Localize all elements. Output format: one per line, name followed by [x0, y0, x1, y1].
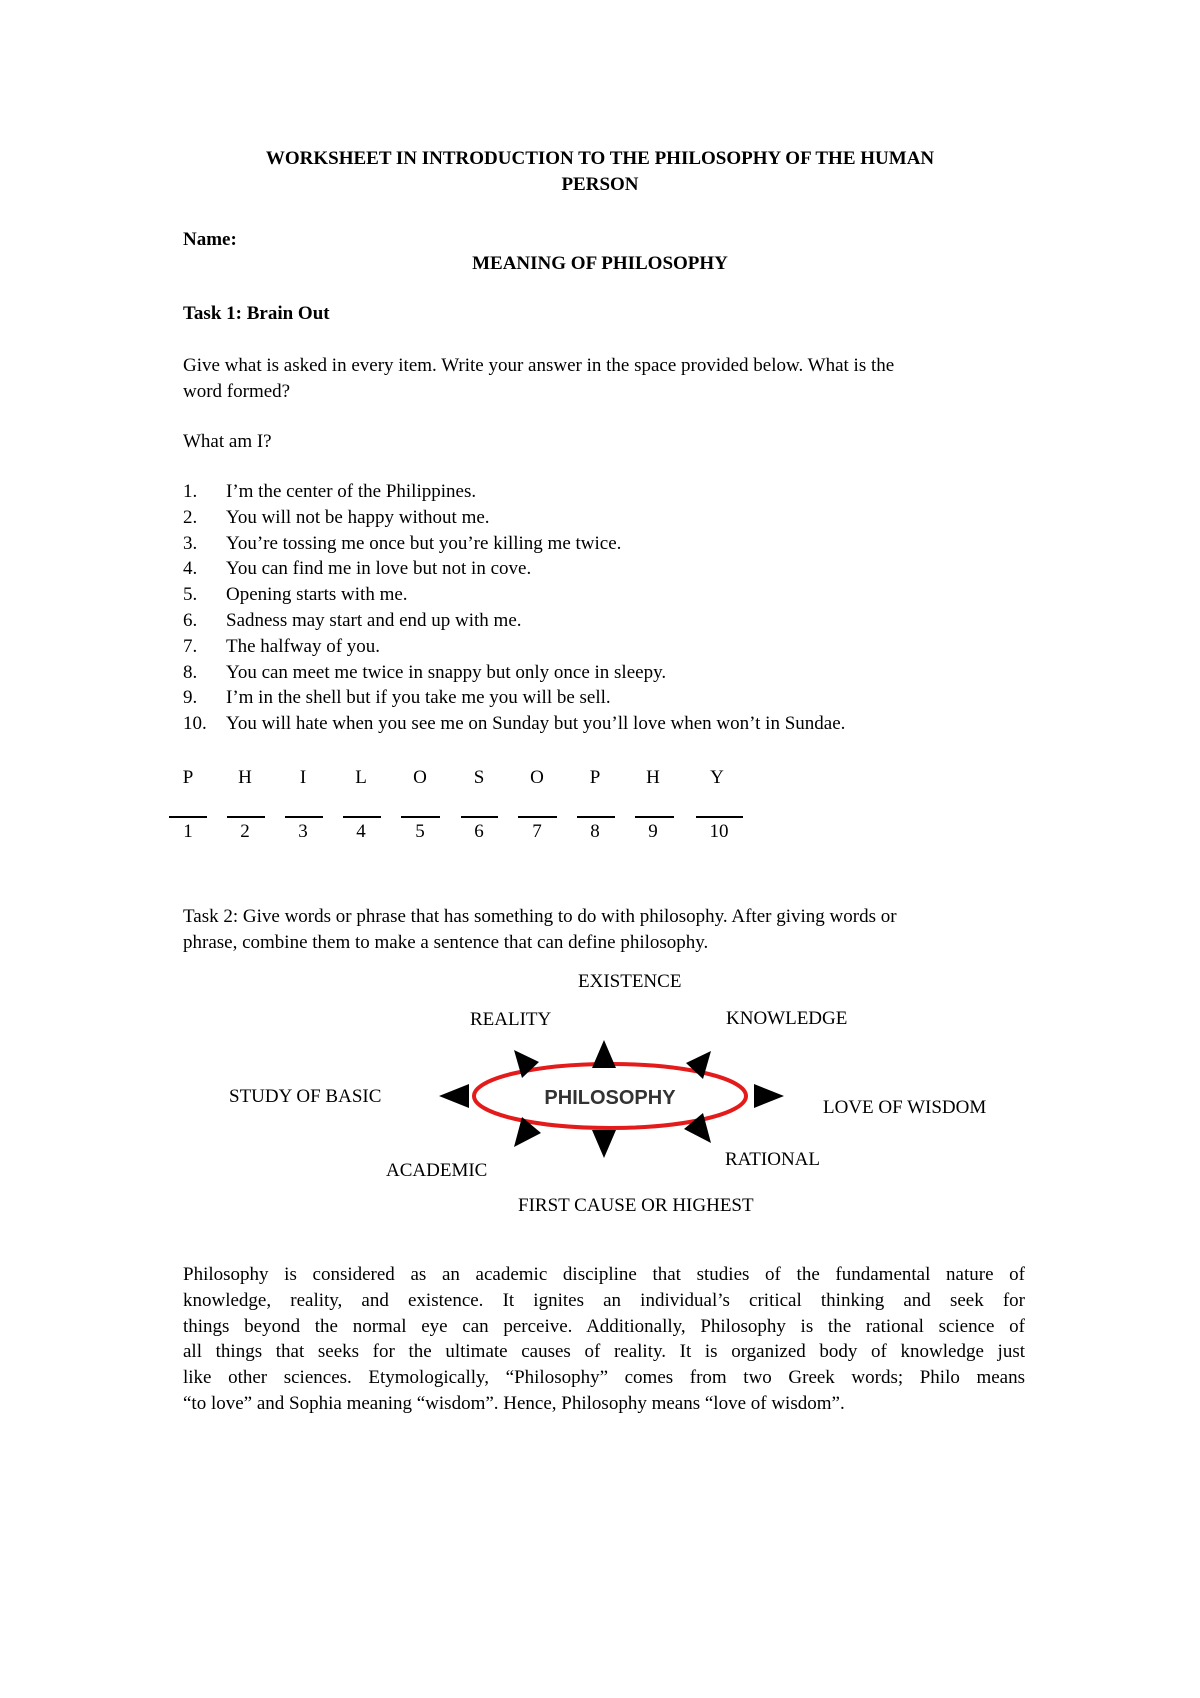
label-first-cause: FIRST CAUSE OR HIGHEST: [518, 1195, 754, 1216]
arrow-down-icon: [592, 1130, 616, 1158]
letter-cell: O: [530, 767, 544, 788]
list-item: 9. I’m in the shell but if you take me you will be sell.: [183, 687, 611, 709]
list-item: 1. I’m the center of the Philippines.: [183, 481, 477, 502]
name-label: Name:: [183, 229, 237, 250]
definition-line: things beyond the normal eye can perceive. Additionally, Philosophy is the rational science of: [183, 1315, 1025, 1337]
letter-cell: H: [238, 767, 252, 788]
number-cell: 10: [709, 821, 729, 842]
number-cell: 7: [532, 821, 542, 842]
letter-cell: I: [299, 767, 307, 788]
letter-cell: Y: [710, 767, 724, 788]
number-cell: 3: [298, 821, 308, 842]
task1-instructions-line-1: Give what is asked in every item. Write your answer in the space provided below. What is the: [183, 355, 895, 376]
task1-instructions-line-2: word formed?: [183, 381, 291, 402]
title-line-1: WORKSHEET IN INTRODUCTION TO THE PHILOSOPHY OF THE HUMAN: [265, 148, 935, 169]
definition-line: “to love” and Sophia meaning “wisdom”. Hence, Philosophy means “love of wisdom”.: [183, 1392, 845, 1414]
list-item: 3. You’re tossing me once but you’re killing me twice.: [183, 532, 622, 554]
list-item: 6. Sadness may start and end up with me.: [183, 609, 522, 631]
philosophy-definition: [183, 1262, 1025, 1417]
definition-line: all things that seeks for the ultimate causes of reality. It is organized body of knowledge just: [183, 1341, 1025, 1363]
number-cell: 4: [356, 821, 366, 842]
number-cell: 5: [415, 821, 425, 842]
label-study-of-basic: STUDY OF BASIC: [229, 1086, 382, 1107]
letter-cell: P: [182, 767, 194, 788]
definition-line: like other sciences. Etymologically, “Philosophy” comes from two Greek words; Philo means: [183, 1367, 1025, 1389]
arrow-left-icon: [439, 1084, 469, 1108]
list-item: 4. You can find me in love but not in cove.: [183, 558, 532, 580]
label-academic: ACADEMIC: [386, 1160, 488, 1181]
task2-instructions-line-2: phrase, combine them to make a sentence that can define philosophy.: [183, 932, 709, 953]
label-knowledge: KNOWLEDGE: [726, 1008, 848, 1029]
definition-line: Philosophy is considered as an academic discipline that studies of the fundamental nature of: [183, 1264, 1025, 1285]
arrow-right-icon: [754, 1084, 784, 1108]
list-item: 5. Opening starts with me.: [183, 584, 408, 606]
label-rational: RATIONAL: [725, 1149, 820, 1170]
list-item: 7. The halfway of you.: [183, 635, 381, 657]
number-cell: 1: [183, 821, 193, 842]
subtitle: MEANING OF PHILOSOPHY: [472, 253, 728, 274]
number-cell: 6: [474, 821, 484, 842]
list-item: 2. You will not be happy without me.: [183, 506, 490, 528]
number-cell: 2: [240, 821, 250, 842]
task2-instructions-line-1: Task 2: Give words or phrase that has something to do with philosophy. After giving words or: [183, 906, 897, 927]
arrow-up-icon: [592, 1040, 616, 1068]
list-item: 10. You will hate when you see me on Sunday but you’ll love when won’t in Sundae.: [183, 713, 846, 735]
title-line-2: PERSON: [561, 174, 639, 195]
letter-cell: P: [589, 767, 601, 788]
definition-line: knowledge, reality, and existence. It ignites an individual’s critical thinking and seek for: [183, 1289, 1025, 1311]
center-label: PHILOSOPHY: [544, 1087, 676, 1109]
number-cell: 9: [648, 821, 658, 842]
task1-heading: Task 1: Brain Out: [183, 303, 330, 324]
letter-cell: L: [355, 767, 367, 788]
label-existence: EXISTENCE: [578, 971, 682, 992]
letter-cell: O: [413, 767, 427, 788]
task1-question: What am I?: [183, 431, 272, 452]
list-item: 8. You can meet me twice in snappy but only once in sleepy.: [183, 661, 667, 683]
letter-cell: H: [646, 767, 660, 788]
number-cell: 8: [590, 821, 600, 842]
letter-cell: S: [473, 767, 485, 788]
label-reality: REALITY: [470, 1009, 552, 1030]
label-love-of-wisdom: LOVE OF WISDOM: [823, 1097, 987, 1118]
